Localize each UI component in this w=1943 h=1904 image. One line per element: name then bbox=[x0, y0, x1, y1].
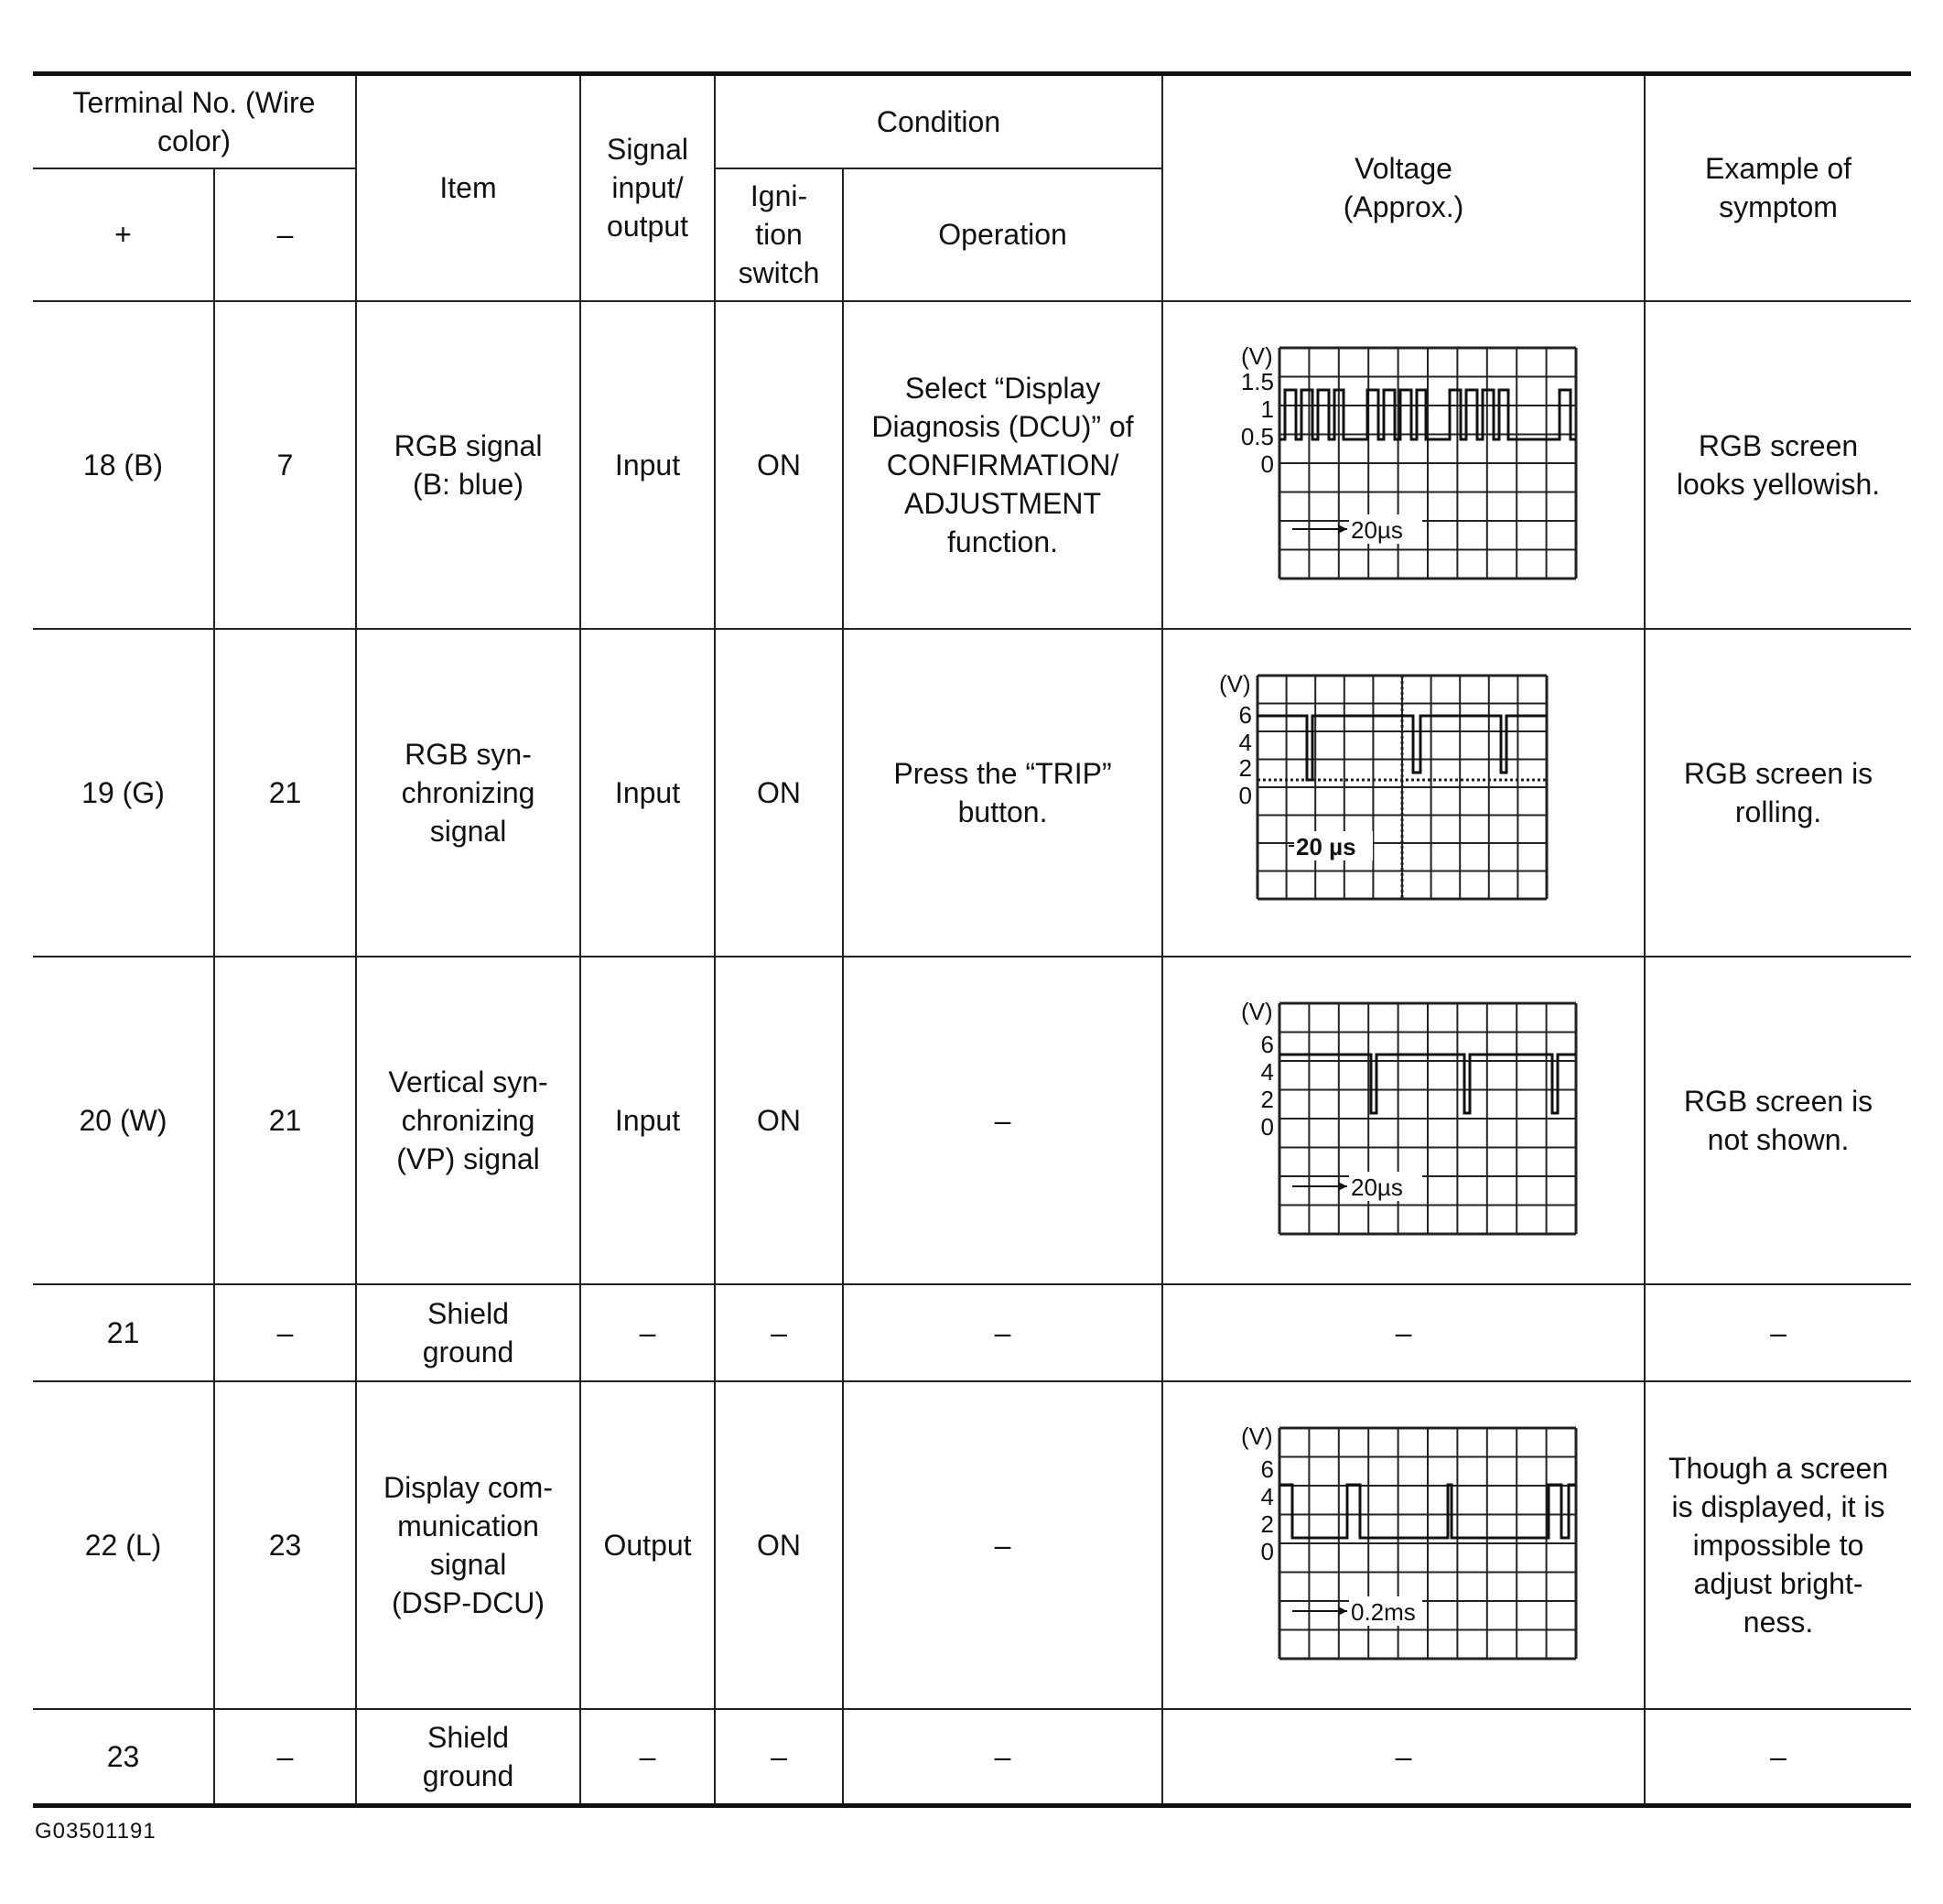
unit-label: (V) bbox=[1240, 1423, 1273, 1450]
cell-operation: – bbox=[843, 1709, 1162, 1806]
cell-item: RGB signal (B: blue) bbox=[356, 301, 580, 629]
cell-ignition: ON bbox=[715, 301, 843, 629]
y-tick-label: 6 bbox=[1260, 1031, 1274, 1058]
cell-item: Shield ground bbox=[356, 1709, 580, 1806]
oscilloscope-waveform bbox=[1212, 666, 1596, 918]
arrow-head bbox=[1338, 1182, 1347, 1191]
cell-ignition: ON bbox=[715, 1381, 843, 1709]
unit-label: (V) bbox=[1218, 670, 1251, 698]
cell-minus: 23 bbox=[214, 1381, 356, 1709]
cell-minus: 21 bbox=[214, 629, 356, 957]
cell-io: Input bbox=[580, 301, 715, 629]
cell-item: Vertical syn- chronizing (VP) signal bbox=[356, 957, 580, 1284]
cell-minus: – bbox=[214, 1709, 356, 1806]
header-signal-io: Signal input/ output bbox=[580, 74, 715, 301]
y-tick-label: 4 bbox=[1260, 1058, 1274, 1086]
y-tick-label: 2 bbox=[1260, 1086, 1274, 1113]
unit-label: (V) bbox=[1240, 342, 1273, 370]
cell-voltage bbox=[1162, 629, 1645, 957]
cell-ignition: ON bbox=[715, 957, 843, 1284]
cell-voltage bbox=[1162, 1381, 1645, 1709]
cell-symptom: RGB screen is not shown. bbox=[1645, 957, 1911, 1284]
cell-io: – bbox=[580, 1284, 715, 1381]
y-tick-label: 2 bbox=[1260, 1510, 1274, 1538]
header-voltage: Voltage (Approx.) bbox=[1162, 74, 1645, 301]
time-division-label: 20µs bbox=[1350, 516, 1403, 544]
table-body bbox=[33, 301, 1911, 1806]
oscilloscope-waveform bbox=[1212, 339, 1596, 590]
terminal-spec-table bbox=[33, 71, 1911, 1808]
arrow-head bbox=[1338, 525, 1347, 534]
oscilloscope-waveform bbox=[1212, 1419, 1596, 1671]
cell-plus: 18 (B) bbox=[33, 301, 214, 629]
cell-voltage: – bbox=[1162, 1709, 1645, 1806]
cell-ignition: ON bbox=[715, 629, 843, 957]
cell-voltage: – bbox=[1162, 1284, 1645, 1381]
cell-operation: – bbox=[843, 957, 1162, 1284]
unit-label: (V) bbox=[1240, 998, 1273, 1025]
arrow-head bbox=[1338, 1606, 1347, 1616]
cell-ignition: – bbox=[715, 1284, 843, 1381]
header-condition: Condition bbox=[715, 74, 1162, 168]
y-tick-label: 6 bbox=[1260, 1455, 1274, 1483]
cell-operation: – bbox=[843, 1381, 1162, 1709]
y-tick-label: 4 bbox=[1260, 1483, 1274, 1510]
oscilloscope-waveform bbox=[1212, 994, 1596, 1246]
table-row bbox=[33, 1381, 1911, 1709]
cell-plus: 23 bbox=[33, 1709, 214, 1806]
time-division-label: 0.2ms bbox=[1350, 1598, 1416, 1626]
time-division-label: 20µs bbox=[1350, 1174, 1403, 1201]
y-tick-label: 1 bbox=[1260, 395, 1274, 423]
cell-plus: 19 (G) bbox=[33, 629, 214, 957]
y-tick-label: 0 bbox=[1260, 1538, 1274, 1565]
cell-symptom: RGB screen looks yellowish. bbox=[1645, 301, 1911, 629]
cell-voltage bbox=[1162, 957, 1645, 1284]
cell-plus: 20 (W) bbox=[33, 957, 214, 1284]
time-division-label: 20 µs bbox=[1295, 833, 1356, 860]
y-tick-label: 0 bbox=[1238, 782, 1252, 809]
cell-io: Input bbox=[580, 957, 715, 1284]
cell-symptom: – bbox=[1645, 1709, 1911, 1806]
cell-minus: 21 bbox=[214, 957, 356, 1284]
y-tick-label: 6 bbox=[1238, 701, 1252, 729]
header-minus: – bbox=[214, 168, 356, 301]
y-tick-label: 4 bbox=[1238, 729, 1252, 756]
cell-plus: 21 bbox=[33, 1284, 214, 1381]
y-tick-label: 0.5 bbox=[1240, 423, 1274, 450]
cell-symptom: RGB screen is rolling. bbox=[1645, 629, 1911, 957]
cell-voltage bbox=[1162, 301, 1645, 629]
cell-minus: – bbox=[214, 1284, 356, 1381]
cell-symptom: – bbox=[1645, 1284, 1911, 1381]
cell-plus: 22 (L) bbox=[33, 1381, 214, 1709]
cell-minus: 7 bbox=[214, 301, 356, 629]
cell-item: RGB syn- chronizing signal bbox=[356, 629, 580, 957]
y-tick-label: 0 bbox=[1260, 450, 1274, 478]
table-row bbox=[33, 957, 1911, 1284]
cell-item: Shield ground bbox=[356, 1284, 580, 1381]
table-row bbox=[33, 1709, 1911, 1806]
cell-operation: Select “Display Diagnosis (DCU)” of CONFIRMATION/ ADJUSTMENT function. bbox=[843, 301, 1162, 629]
table-row bbox=[33, 1284, 1911, 1381]
header-operation: Operation bbox=[843, 168, 1162, 301]
y-tick-label: 1.5 bbox=[1240, 368, 1274, 395]
table-row bbox=[33, 301, 1911, 629]
cell-io: Input bbox=[580, 629, 715, 957]
cell-operation: Press the “TRIP” button. bbox=[843, 629, 1162, 957]
cell-io: Output bbox=[580, 1381, 715, 1709]
y-tick-label: 0 bbox=[1260, 1113, 1274, 1141]
cell-symptom: Though a screen is displayed, it is impossible to adjust bright- ness. bbox=[1645, 1381, 1911, 1709]
header-terminal-no: Terminal No. (Wire color) bbox=[33, 74, 356, 168]
header-symptom: Example of symptom bbox=[1645, 74, 1911, 301]
cell-io: – bbox=[580, 1709, 715, 1806]
table-row bbox=[33, 629, 1911, 957]
cell-operation: – bbox=[843, 1284, 1162, 1381]
cell-item: Display com- munication signal (DSP-DCU) bbox=[356, 1381, 580, 1709]
header-ignition-switch: Igni- tion switch bbox=[715, 168, 843, 301]
cell-ignition: – bbox=[715, 1709, 843, 1806]
y-tick-label: 2 bbox=[1238, 754, 1252, 782]
header-item: Item bbox=[356, 74, 580, 301]
figure-code: G03501191 bbox=[35, 1819, 157, 1844]
header-plus: + bbox=[33, 168, 214, 301]
